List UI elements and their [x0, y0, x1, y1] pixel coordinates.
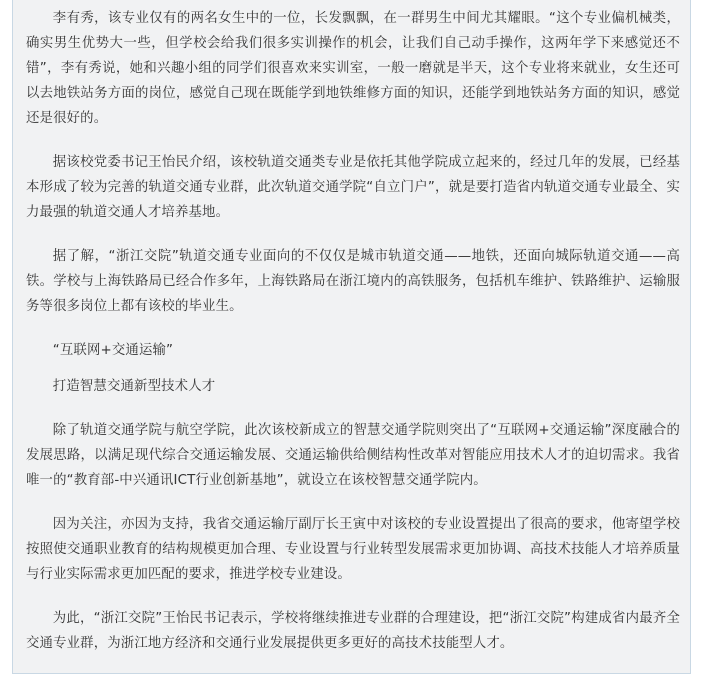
paragraph-smart-transport-college: 除了轨道交通学院与航空学院，此次该校新成立的智慧交通学院则突出了“互联网+交通运输”深度融合的发展思路，以满足现代综合交通运输发展、交通运输供给侧结构性改革对智能应用技术人才的迫切需求。我省唯一的“教育部-中兴通讯ICT行业创新基地”，就设立在该校智慧交通学院内。: [26, 423, 680, 488]
paragraph-party-secretary: 据该校党委书记王怡民介绍，该校轨道交通类专业是依托其他学院成立起来的，经过几年的发展，已经基本形成了较为完善的轨道交通专业群，此次轨道交通学院“自立门户”，就是要打造省内轨道交通专业最全、实力最强的轨道交通人才培养基地。: [26, 155, 680, 220]
section-subheading-smart-transport: 打造智慧交通新型技术人才: [52, 379, 216, 394]
paragraph-transport-department: 因为关注，亦因为支持，我省交通运输厅副厅长王寅中对该校的专业设置提出了很高的要求，他寄望学校按照使交通职业教育的结构规模更加合理、专业设置与行业转型发展需求更加协调、高技术技能人才培养质量与行业实际需求更加匹配的要求，推进学校专业建设。: [26, 517, 680, 582]
section-heading-internet-transport: “互联网+交通运输”: [52, 343, 174, 358]
paragraph-conclusion: 为此，“浙江交院”王怡民书记表示，学校将继续推进专业群的合理建设，把“浙江交院”构建成省内最齐全交通专业群，为浙江地方经济和交通行业发展提供更多更好的高技术技能型人才。: [26, 611, 680, 651]
paragraph-rail-transit: 据了解，“浙江交院”轨道交通专业面向的不仅仅是城市轨道交通——地铁，还面向城际轨道交通——高铁。学校与上海铁路局已经合作多年，上海铁路局在浙江境内的高铁服务，包括机车维护、铁路维护、运输服务等很多岗位上都有该校的毕业生。: [26, 249, 680, 314]
paragraph-li-youxiu: 李有秀，该专业仅有的两名女生中的一位，长发飘飘，在一群男生中间尤其耀眼。“这个专业偏机械类，确实男生优势大一些，但学校会给我们很多实训操作的机会，让我们自己动手操作，这两年学下来感觉还不错”，李有秀说，她和兴趣小组的同学们很喜欢来实训室，一般一磨就是半天，这个专业将来就业，女生还可以去地铁站务方面的岗位，感觉自己现在既能学到地铁维修方面的知识，还能学到地铁站务方面的知识，感觉还是很好的。: [26, 11, 680, 126]
article-body: [26, 6, 680, 675]
article-frame: [12, 0, 691, 674]
